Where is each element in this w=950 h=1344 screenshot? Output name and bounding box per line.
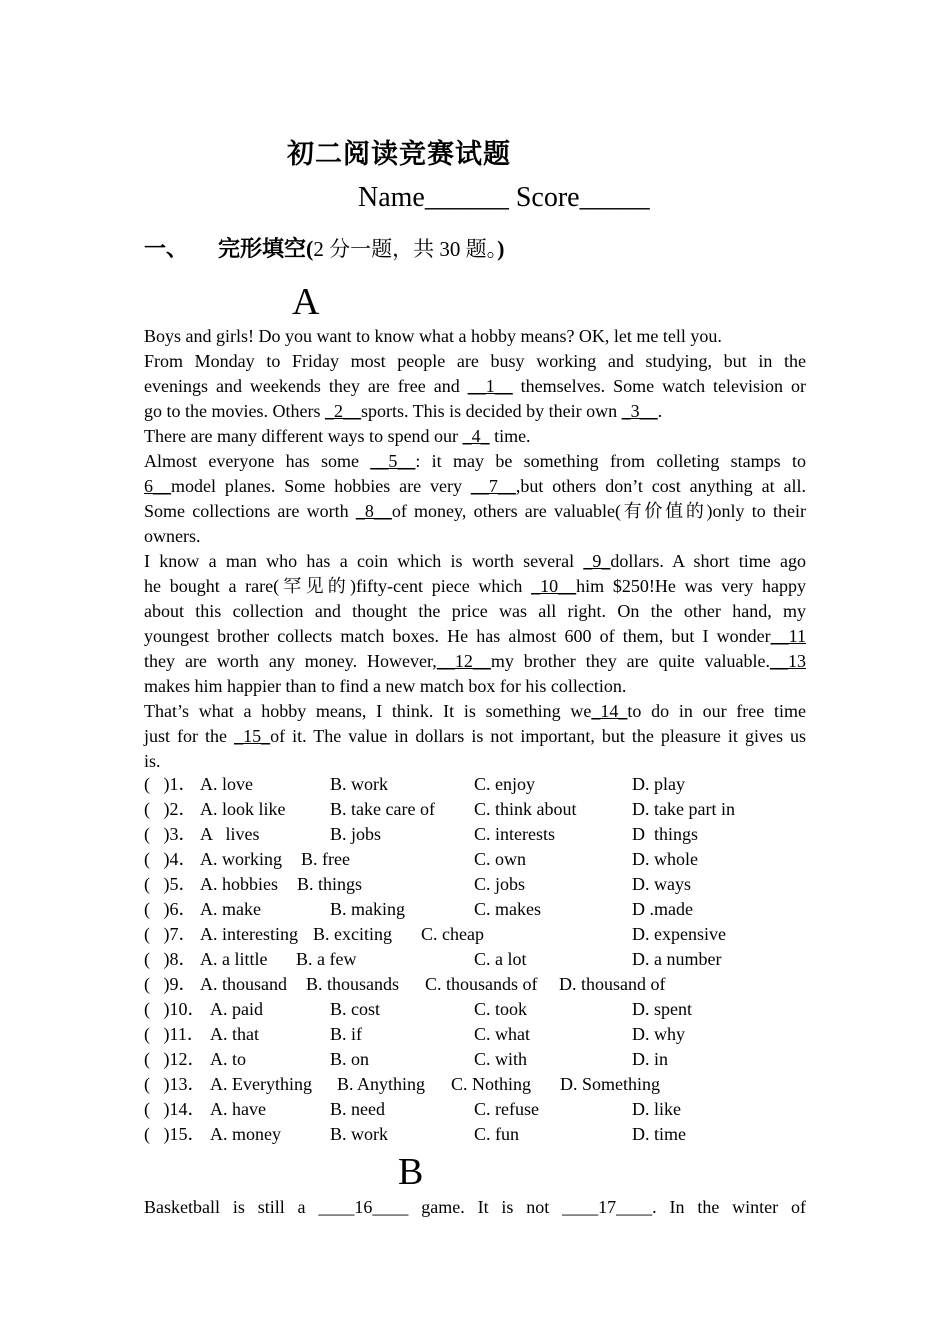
option-d: D. a number <box>632 949 722 969</box>
passage-text: just for the <box>144 726 235 746</box>
option-a: A. make <box>200 899 261 919</box>
page-title: 初二阅读竞赛试题 <box>287 139 511 169</box>
passage-a-letter: A <box>292 281 320 323</box>
option-d: D. time <box>632 1124 686 1144</box>
passage-b-line: Basketball is still a ____16____ game. It is not ____17____. In the winter of <box>144 1197 806 1217</box>
passage-line <box>144 674 806 699</box>
passage-text: go to the movies. Others <box>144 401 325 421</box>
option-d: D. like <box>632 1099 681 1119</box>
question-number[interactable]: ( )8． <box>144 949 197 969</box>
passage-text: my brother they are quite valuable. <box>490 651 770 671</box>
option-b: B. on <box>330 1049 370 1069</box>
option-a: A. to <box>210 1049 246 1069</box>
option-c: C. Nothing <box>451 1074 532 1094</box>
option-b: B. work <box>330 1124 388 1144</box>
option-d: D. expensive <box>632 924 726 944</box>
question-number[interactable]: ( )10． <box>144 999 206 1019</box>
passage-line <box>144 599 806 624</box>
option-c: C. cheap <box>421 924 484 944</box>
passage-text: makes him happier than to find a new match box for his collection. <box>144 676 627 696</box>
blank-number: __11 <box>770 626 806 646</box>
option-d: D. thousand of <box>559 974 666 994</box>
option-d: D. whole <box>632 849 698 869</box>
passage-line <box>144 574 806 599</box>
question-number[interactable]: ( )6． <box>144 899 197 919</box>
passage-line <box>144 724 806 749</box>
passage-text: of it. The value in dollars is not important, but the pleasure it gives us <box>270 726 806 746</box>
passage-line <box>144 449 806 474</box>
option-c: C. took <box>474 999 528 1019</box>
question-number[interactable]: ( )3． <box>144 824 197 844</box>
blank-number: _14_ <box>591 701 628 721</box>
option-a: A. love <box>200 774 253 794</box>
option-a: A. hobbies <box>200 874 278 894</box>
option-b: B. a few <box>296 949 357 969</box>
passage-text: time. <box>489 426 531 446</box>
option-d: D. ways <box>632 874 691 894</box>
blank-number: __5__ <box>370 451 416 471</box>
blank-number: _15_ <box>234 726 271 746</box>
blank-number: _3__ <box>621 401 658 421</box>
blank-number: _4_ <box>462 426 490 446</box>
passage-line <box>144 749 806 774</box>
passage-line <box>144 524 806 549</box>
option-c: C. what <box>474 1024 530 1044</box>
option-a: A. money <box>210 1124 281 1144</box>
passage-text: of money, others are valuable(有价值的)only to their <box>391 501 806 521</box>
passage-line <box>144 549 806 574</box>
option-b: B. if <box>330 1024 363 1044</box>
passage-text: model planes. Some hobbies are very <box>171 476 471 496</box>
option-a: A. working <box>200 849 282 869</box>
option-b: B. things <box>297 874 363 894</box>
passage-text: dollars. A short time ago <box>610 551 806 571</box>
passage-text: I know a man who has a coin which is worth several <box>144 551 584 571</box>
option-b: B. thousands <box>306 974 400 994</box>
option-a: A. Everything <box>210 1074 312 1094</box>
passage-text: That’s what a hobby means, I think. It is something we <box>144 701 592 721</box>
passage-line <box>144 424 806 449</box>
blank-number: _10__ <box>531 576 577 596</box>
passage-text: . <box>657 401 663 421</box>
option-d: D things <box>632 824 699 844</box>
option-d: D. play <box>632 774 685 794</box>
blank-number: 6__ <box>144 476 171 496</box>
passage-text: him $250!He was very happy <box>576 576 807 596</box>
passage-line <box>144 399 806 424</box>
blank-number: __7__ <box>470 476 516 496</box>
option-c: C. jobs <box>474 874 526 894</box>
passage-line <box>144 624 806 649</box>
passage-text: youngest brother collects match boxes. He has almost 600 of them, but I wonder <box>144 626 771 646</box>
option-c: C. refuse <box>474 1099 539 1119</box>
option-b: B. cost <box>330 999 381 1019</box>
passage-line <box>144 374 806 399</box>
passage-text: Boys and girls! Do you want to know what a hobby means? OK, let me tell you. <box>144 326 722 346</box>
option-b: B. Anything <box>337 1074 426 1094</box>
passage-text: sports. This is decided by their own <box>360 401 622 421</box>
option-a: A. paid <box>210 999 263 1019</box>
option-b: B. work <box>330 774 388 794</box>
question-number[interactable]: ( )7． <box>144 924 197 944</box>
passage-b-letter: B <box>398 1151 424 1193</box>
section-number: 一、 <box>144 236 189 261</box>
passage-text: is. <box>144 751 161 771</box>
option-c: C. fun <box>474 1124 519 1144</box>
passage-line <box>144 349 806 374</box>
passage-text: : it may be something from colleting stamps to <box>415 451 806 471</box>
blank-number: _2__ <box>324 401 361 421</box>
passage-line <box>144 699 806 724</box>
option-d: D. in <box>632 1049 668 1069</box>
passage-line <box>144 324 806 349</box>
passage-text: ,but others don’t cost anything at all. <box>515 476 806 496</box>
section-heading <box>144 232 504 263</box>
question-number[interactable]: ( )15． <box>144 1124 206 1144</box>
option-c: C. think about <box>474 799 577 819</box>
option-d: D. Something <box>560 1074 661 1094</box>
passage-text: evenings and weekends they are free and <box>144 376 468 396</box>
option-a: A. thousand <box>200 974 287 994</box>
option-a: A. interesting <box>200 924 298 944</box>
option-c: C. own <box>474 849 527 869</box>
question-number[interactable]: ( )4． <box>144 849 197 869</box>
question-number[interactable]: ( )12． <box>144 1049 206 1069</box>
passage-text: to do in our free time <box>627 701 806 721</box>
option-c: C. interests <box>474 824 555 844</box>
question-number[interactable]: ( )14． <box>144 1099 206 1119</box>
option-b: B. need <box>330 1099 385 1119</box>
option-b: B. making <box>330 899 405 919</box>
section-close: ) <box>497 236 505 261</box>
option-d: D. spent <box>632 999 692 1019</box>
blank-number: _9_ <box>583 551 611 571</box>
passage-line <box>144 474 806 499</box>
passage-text: From Monday to Friday most people are busy working and studying, but in the <box>144 351 806 371</box>
option-b: B. take care of <box>330 799 435 819</box>
option-d: D. why <box>632 1024 685 1044</box>
passage-line <box>144 499 806 524</box>
option-c: C. makes <box>474 899 541 919</box>
option-b: B. free <box>301 849 350 869</box>
passage-text: about this collection and thought the price was all right. On the other hand, my <box>144 601 806 621</box>
passage-text: owners. <box>144 526 201 546</box>
option-a: A. a little <box>200 949 268 969</box>
passage-text: Almost everyone has some <box>144 451 371 471</box>
option-c: C. a lot <box>474 949 527 969</box>
option-a: A lives <box>200 824 260 844</box>
blank-number: _8__ <box>355 501 392 521</box>
question-number[interactable]: ( )11． <box>144 1024 205 1044</box>
question-number[interactable]: ( )2． <box>144 799 197 819</box>
option-d: D .made <box>632 899 693 919</box>
blank-number: __13 <box>770 651 806 671</box>
passage-text: There are many different ways to spend our <box>144 426 463 446</box>
blank-number: __1__ <box>467 376 513 396</box>
blank-number: __12__ <box>436 651 491 671</box>
passage-line <box>144 649 806 674</box>
question-number[interactable]: ( )13． <box>144 1074 206 1094</box>
option-a: A. look like <box>200 799 286 819</box>
option-c: C. thousands of <box>425 974 538 994</box>
option-d: D. take part in <box>632 799 735 819</box>
option-c: C. enjoy <box>474 774 535 794</box>
passage-text: he bought a rare(罕见的)fifty-cent piece which <box>144 576 532 596</box>
option-c: C. with <box>474 1049 528 1069</box>
option-a: A. that <box>210 1024 259 1044</box>
option-b: B. exciting <box>313 924 392 944</box>
option-a: A. have <box>210 1099 266 1119</box>
question-number[interactable]: ( )9． <box>144 974 197 994</box>
section-detail: 2 分一题，共 30 题。 <box>313 237 498 261</box>
passage-text: they are worth any money. However, <box>144 651 437 671</box>
name-score-line: Name______ Score_____ <box>358 182 650 213</box>
section-title: 完形填空( <box>218 236 314 261</box>
question-number[interactable]: ( )1． <box>144 774 197 794</box>
question-number[interactable]: ( )5． <box>144 874 197 894</box>
option-b: B. jobs <box>330 824 382 844</box>
passage-text: themselves. Some watch television or <box>512 376 806 396</box>
passage-text: Some collections are worth <box>144 501 356 521</box>
